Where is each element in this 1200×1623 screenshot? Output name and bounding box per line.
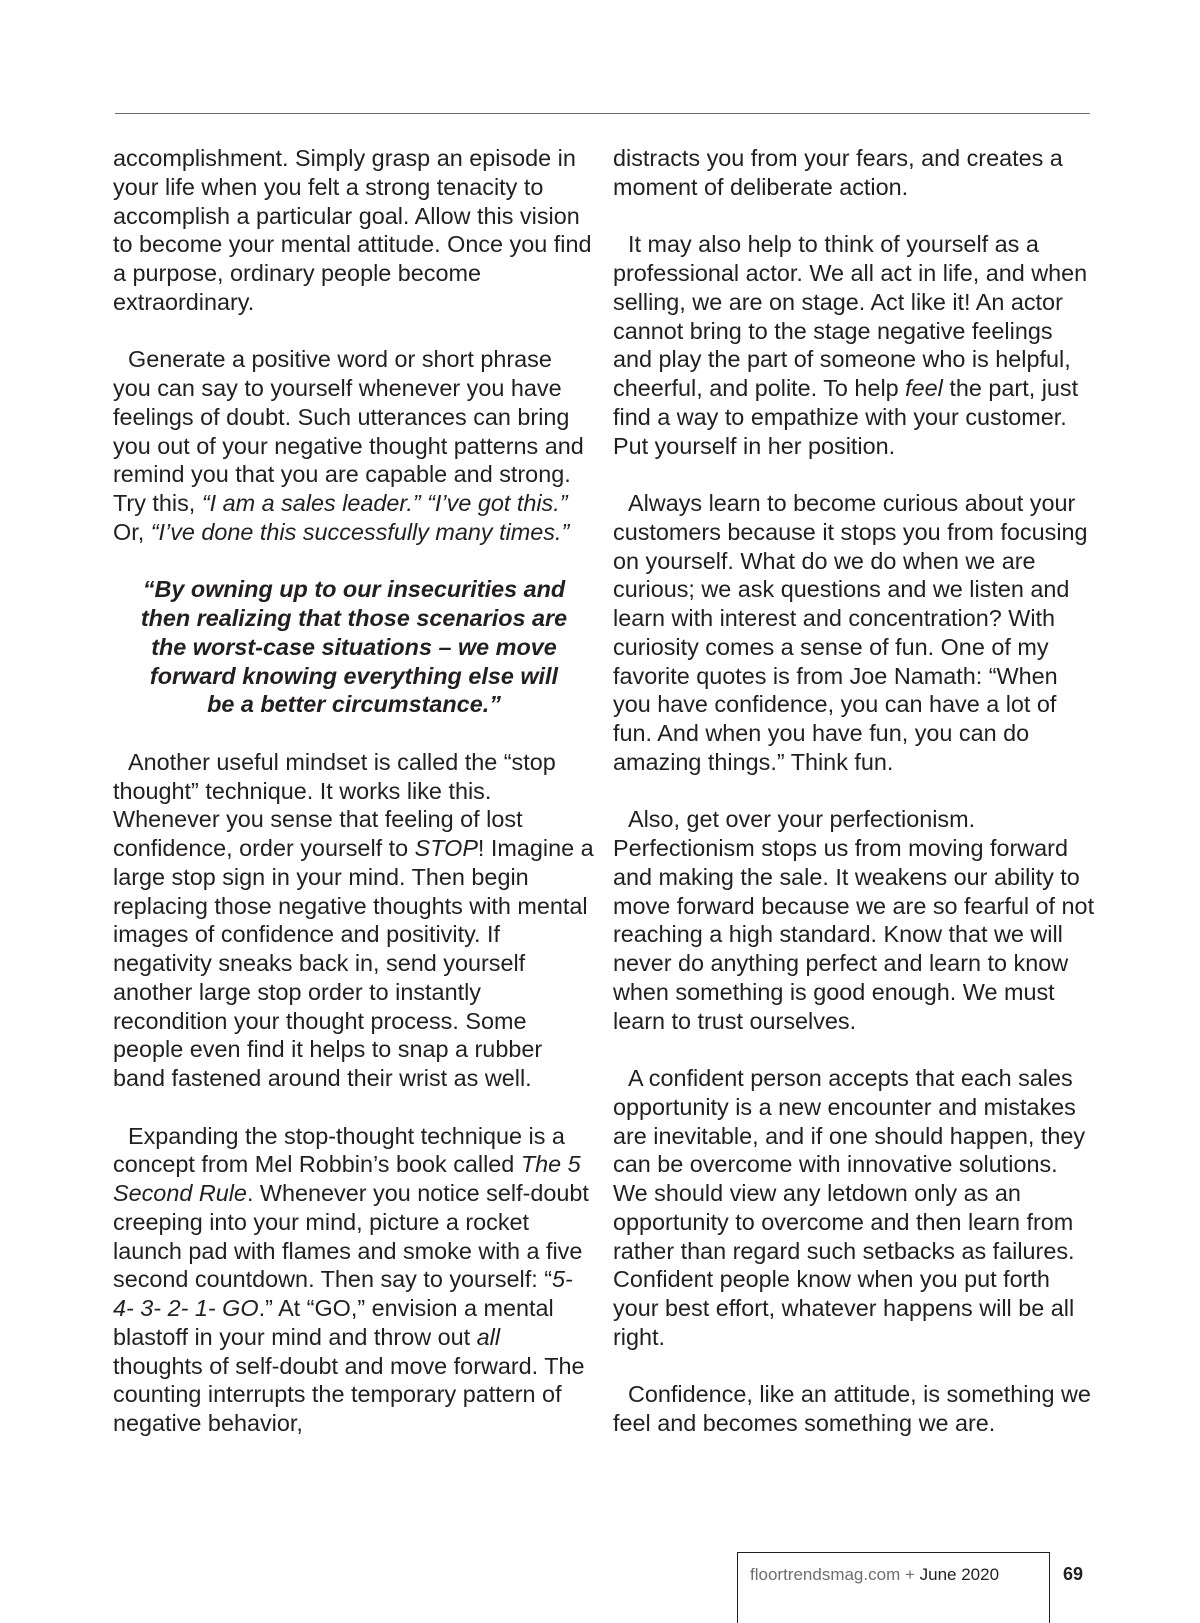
- five-second-text-d: thoughts of self-doubt and move forward. The counting interrupts the temporary pattern of negative behavior,: [113, 1352, 585, 1436]
- countdown-text: 5- 4- 3- 2- 1- GO: [113, 1266, 573, 1321]
- pull-quote-line: be a better circumstance.”: [207, 691, 501, 718]
- actor-text-a: It may also help to think of yourself as a professional actor. We all act in life, and when selling, we are on stage. Act like it! An actor cannot bring to the stage negative feelings and play the part of someone who is helpful, cheerful, and polite. To help: [613, 231, 1088, 401]
- paragraph-actor: [613, 230, 1098, 460]
- stop-thought-text-b: ! Imagine a large stop sign in your mind. Then begin replacing those negative thoughts with mental images of confidence and positivity. If negativity sneaks back in, send yourself another large stop order to instantly recondition your thought process. Some people even find it helps to snap a rubber band fastened around their wrist as well.: [113, 835, 594, 1091]
- positive-phrase-or: Or,: [113, 518, 151, 545]
- stop-word: STOP: [414, 835, 478, 861]
- paragraph-accomplishment: accomplishment. Simply grasp an episode in your life when you felt a strong tenacity to accomplish a particular goal. Allow this vision to become your mental attitude. Once you find a purpose, ordinary people become extraordinary.: [113, 145, 592, 315]
- pull-quote: [113, 575, 595, 719]
- paragraph-stop-thought: [113, 748, 595, 1093]
- pull-quote-line: the worst-case situations – we move: [151, 633, 557, 660]
- footer-folio: [750, 1565, 999, 1585]
- paragraph-distracts: distracts you from your fears, and creates a moment of deliberate action.: [613, 145, 1063, 200]
- footer-separator: +: [904, 1565, 915, 1584]
- footer-site: floortrendsmag.com: [750, 1565, 901, 1584]
- right-column: [613, 144, 1098, 1467]
- pull-quote-line: then realizing that those scenarios are: [140, 605, 568, 631]
- positive-phrase-quote-1: “I am a sales leader.” “I’ve got this.”: [201, 490, 568, 516]
- paragraph-curious: Always learn to become curious about your customers because it stops you from focusing on yourself. What do we do when we are curious; we ask questions and we listen and learn with interest and concentration? With curiosity comes a sense of fun. One of my favorite quotes is from Joe Namath: “When you have confidence, you can have a lot of fun. And when you have fun, you can do amazing things.” Think fun.: [613, 490, 1088, 775]
- five-second-text-a: Expanding the stop-thought technique is a concept from Mel Robbin’s book called: [113, 1122, 565, 1178]
- paragraph-confidence-attitude: Confidence, like an attitude, is something we feel and becomes something we are.: [613, 1381, 1091, 1436]
- paragraph-perfectionism: Also, get over your perfectionism. Perfectionism stops us from moving forward and making the sale. It weakens our ability to move forward because we are so fearful of not reaching a high standard. Know that we will never do anything perfect and learn to know when something is good enough. We must learn to trust ourselves.: [613, 806, 1095, 1034]
- stop-thought-text-a: Another useful mindset is called the “stop thought” technique. It works like this. Whenever you sense that feeling of lost confidence, order yourself to: [113, 748, 556, 861]
- five-second-text-c: .” At “GO,” envision a mental blastoff in your mind and throw out: [113, 1295, 554, 1350]
- positive-phrase-quote-2: “I’ve done this successfully many times.”: [150, 518, 570, 545]
- header-rule: [115, 113, 1090, 114]
- feel-word: feel: [905, 375, 943, 401]
- all-word: all: [476, 1323, 501, 1350]
- pull-quote-line: forward knowing everything else will: [149, 662, 559, 689]
- paragraph-five-second-rule: [113, 1122, 595, 1438]
- page-number: 69: [1063, 1564, 1084, 1584]
- five-second-text-b: . Whenever you notice self-doubt creeping into your mind, picture a rocket launch pad with flames and smoke with a five second countdown. Then say to yourself: “: [113, 1180, 589, 1293]
- book-title: The 5 Second Rule: [113, 1151, 581, 1206]
- paragraph-confident-person: A confident person accepts that each sales opportunity is a new encounter and mistakes are inevitable, and if one should happen, they can be overcome with innovative solutions. We should view any letdown only as an opportunity to overcome and then learn from rather than regard such setbacks as failures. Confident people know when you put forth your best effort, whatever happens will be all right.: [613, 1065, 1086, 1350]
- pull-quote-line: “By owning up to our insecurities and: [142, 576, 566, 603]
- actor-text-b: the part, just find a way to empathize with your customer. Put yourself in her position.: [613, 375, 1079, 459]
- paragraph-positive-phrase: [113, 345, 595, 546]
- footer-date: June 2020: [919, 1565, 1000, 1584]
- footer-box: [737, 1552, 1050, 1623]
- positive-phrase-text: Generate a positive word or short phrase you can say to yourself whenever you have feelings of doubt. Such utterances can bring you out of your negative thought patterns and remind you that you are capable and strong. Try this,: [113, 346, 584, 516]
- left-column: [113, 144, 595, 1467]
